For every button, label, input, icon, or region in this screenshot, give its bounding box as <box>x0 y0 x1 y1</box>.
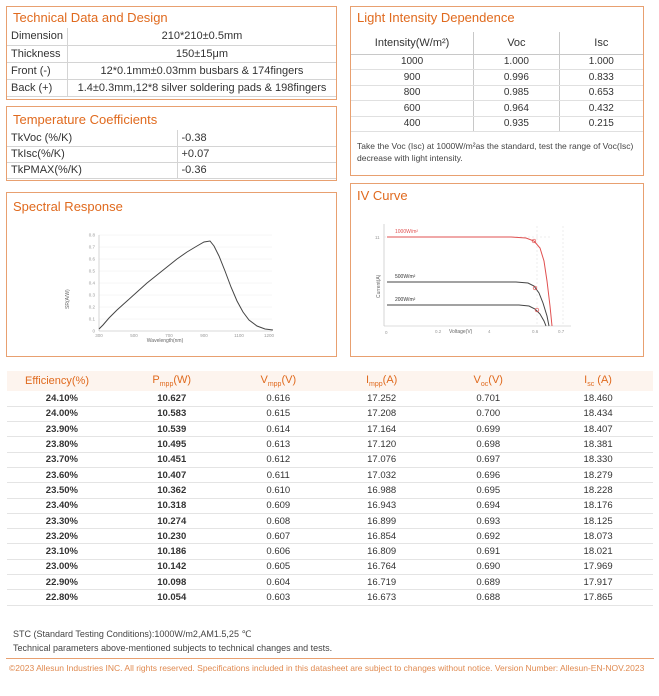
light-cell: 400 <box>351 116 474 132</box>
efficiency-cell: 23.90% <box>7 422 117 437</box>
iv-curve-chart <box>351 206 643 356</box>
efficiency-cell: 0.604 <box>227 575 330 590</box>
temperature-coefficients-table <box>7 130 336 179</box>
efficiency-cell: 23.70% <box>7 452 117 467</box>
efficiency-cell: 18.176 <box>543 498 653 513</box>
efficiency-cell: 18.381 <box>543 437 653 452</box>
light-intensity-note: Take the Voc (Isc) at 1000W/m²as the standard, test the range of Voc(Isc) decrease with light intensity. <box>357 141 634 164</box>
efficiency-cell: 0.612 <box>227 452 330 467</box>
spectral-xtick: 900 <box>200 333 208 338</box>
iv-label-200: 200W/m² <box>395 297 416 303</box>
efficiency-cell: 10.054 <box>117 590 227 605</box>
iv-xtick-4: 0.7 <box>558 329 565 334</box>
light-row <box>351 54 643 70</box>
efficiency-cell: 18.279 <box>543 467 653 482</box>
efficiency-cell: 16.943 <box>330 498 433 513</box>
efficiency-cell: 16.854 <box>330 529 433 544</box>
efficiency-cell: 17.164 <box>330 422 433 437</box>
efficiency-cell: 16.809 <box>330 544 433 559</box>
efficiency-cell: 0.611 <box>227 467 330 482</box>
tech-row-value: 210*210±0.5mm <box>67 28 336 45</box>
efficiency-cell: 0.613 <box>227 437 330 452</box>
isc-header: $I_{sc}$ (A) <box>543 371 653 391</box>
efficiency-cell: 17.076 <box>330 452 433 467</box>
iv-xtick-2: 4 <box>488 329 491 334</box>
efficiency-cell: 18.125 <box>543 513 653 528</box>
efficiency-cell: 16.764 <box>330 559 433 574</box>
efficiency-cell: 10.495 <box>117 437 227 452</box>
efficiency-cell: 10.583 <box>117 406 227 421</box>
efficiency-header: Efficiency(%) <box>7 371 117 391</box>
iv-ylabel: Current(A) <box>376 274 382 298</box>
efficiency-cell: 16.899 <box>330 513 433 528</box>
efficiency-cell: 17.917 <box>543 575 653 590</box>
voc-header: $V_{oc}(V)$ <box>433 371 543 391</box>
iv-xlabel: Voltage(V) <box>449 329 473 335</box>
tech-row-label: Dimension <box>7 28 67 45</box>
spectral-ytick: 0.7 <box>88 244 95 250</box>
light-cell: 0.996 <box>474 70 560 86</box>
efficiency-row <box>7 575 653 590</box>
efficiency-cell: 0.690 <box>433 559 543 574</box>
iv-ytick-11: 11 <box>375 235 380 240</box>
iv-label-500: 500W/m² <box>395 274 416 280</box>
spectral-ytick: 0.1 <box>88 316 95 322</box>
light-cell: 0.653 <box>559 85 643 101</box>
efficiency-cell: 18.021 <box>543 544 653 559</box>
efficiency-cell: 0.616 <box>227 391 330 406</box>
efficiency-cell: 17.032 <box>330 467 433 482</box>
efficiency-row <box>7 391 653 406</box>
light-cell: 0.985 <box>474 85 560 101</box>
footer-copyright: ©2023 Allesun Industries INC. All rights reserved. Specifications included in this datasheet are subject to changes without notice. Version Number: Allesun-EN-NOV.2023 <box>9 663 645 673</box>
iv-curve-500 <box>387 282 549 326</box>
efficiency-cell: 0.608 <box>227 513 330 528</box>
efficiency-cell: 23.50% <box>7 483 117 498</box>
efficiency-cell: 0.694 <box>433 498 543 513</box>
efficiency-table <box>7 371 653 606</box>
efficiency-cell: 17.252 <box>330 391 433 406</box>
efficiency-cell: 22.80% <box>7 590 117 605</box>
light-header-intensity: Intensity(W/m²) <box>351 32 474 54</box>
efficiency-cell: 17.865 <box>543 590 653 605</box>
efficiency-cell: 16.719 <box>330 575 433 590</box>
efficiency-cell: 23.20% <box>7 529 117 544</box>
efficiency-cell: 16.988 <box>330 483 433 498</box>
spectral-ytick: 0.6 <box>88 256 95 262</box>
efficiency-cell: 10.142 <box>117 559 227 574</box>
light-row <box>351 70 643 86</box>
efficiency-cell: 10.230 <box>117 529 227 544</box>
efficiency-row <box>7 529 653 544</box>
spectral-response-chart <box>7 221 336 356</box>
tech-row-label: Back (+) <box>7 79 67 96</box>
efficiency-row <box>7 406 653 421</box>
light-cell: 0.935 <box>474 116 560 132</box>
efficiency-cell: 10.407 <box>117 467 227 482</box>
tech-row-label: Front (-) <box>7 62 67 79</box>
spectral-xtick: 1200 <box>263 333 275 338</box>
light-header-voc: Voc <box>474 32 560 54</box>
efficiency-cell: 23.40% <box>7 498 117 513</box>
efficiency-cell: 18.330 <box>543 452 653 467</box>
efficiency-cell: 0.614 <box>227 422 330 437</box>
efficiency-cell: 10.539 <box>117 422 227 437</box>
efficiency-cell: 0.609 <box>227 498 330 513</box>
efficiency-cell: 0.697 <box>433 452 543 467</box>
temp-row-value: +0.07 <box>177 146 336 162</box>
efficiency-cell: 10.274 <box>117 513 227 528</box>
light-cell: 1.000 <box>559 54 643 70</box>
temp-row-value: -0.36 <box>177 162 336 178</box>
spectral-ytick: 0 <box>92 328 95 334</box>
efficiency-row <box>7 483 653 498</box>
temp-row <box>7 130 336 146</box>
light-row <box>351 101 643 117</box>
efficiency-cell: 0.695 <box>433 483 543 498</box>
footer-divider <box>6 658 654 659</box>
iv-curve-title: IV Curve <box>357 188 408 203</box>
impp-header: $I_{mpp}(A)$ <box>330 371 433 391</box>
efficiency-cell: 10.098 <box>117 575 227 590</box>
temp-row-value: -0.38 <box>177 130 336 146</box>
spectral-xtick: 500 <box>130 333 138 338</box>
light-cell: 0.833 <box>559 70 643 86</box>
efficiency-cell: 10.362 <box>117 483 227 498</box>
disclaimer-note: Technical parameters above-mentioned subjects to technical changes and tests. <box>13 643 333 653</box>
temp-row <box>7 146 336 162</box>
efficiency-cell: 10.186 <box>117 544 227 559</box>
light-cell: 900 <box>351 70 474 86</box>
efficiency-cell: 24.00% <box>7 406 117 421</box>
efficiency-cell: 18.228 <box>543 483 653 498</box>
spectral-response-title: Spectral Response <box>13 199 123 214</box>
efficiency-cell: 0.606 <box>227 544 330 559</box>
temp-row-label: TkPMAX(%/K) <box>7 162 177 178</box>
efficiency-row <box>7 544 653 559</box>
efficiency-cell: 16.673 <box>330 590 433 605</box>
light-intensity-title: Light Intensity Dependence <box>357 10 515 25</box>
efficiency-cell: 0.605 <box>227 559 330 574</box>
light-cell: 0.215 <box>559 116 643 132</box>
efficiency-cell: 0.689 <box>433 575 543 590</box>
tech-row <box>7 45 336 62</box>
efficiency-cell: 23.10% <box>7 544 117 559</box>
efficiency-cell: 23.80% <box>7 437 117 452</box>
efficiency-cell: 23.60% <box>7 467 117 482</box>
efficiency-cell: 23.00% <box>7 559 117 574</box>
light-intensity-table <box>351 32 643 132</box>
technical-data-panel <box>6 6 337 100</box>
vmpp-header: $V_{mpp}(V)$ <box>227 371 330 391</box>
efficiency-cell: 0.692 <box>433 529 543 544</box>
efficiency-cell: 0.696 <box>433 467 543 482</box>
efficiency-cell: 0.610 <box>227 483 330 498</box>
efficiency-row <box>7 590 653 605</box>
tech-row-value: 150±15μm <box>67 45 336 62</box>
tech-row-value: 1.4±0.3mm,12*8 silver soldering pads & 198fingers <box>67 79 336 96</box>
efficiency-cell: 0.615 <box>227 406 330 421</box>
efficiency-cell: 0.691 <box>433 544 543 559</box>
spectral-ylabel: SR(A/W) <box>65 289 71 309</box>
spectral-ytick: 0.4 <box>88 280 95 286</box>
efficiency-cell: 18.460 <box>543 391 653 406</box>
temperature-coefficients-panel <box>6 106 337 181</box>
iv-label-1000: 1000W/m² <box>395 229 419 235</box>
efficiency-row <box>7 559 653 574</box>
iv-curve-panel <box>350 183 644 357</box>
iv-curve-200 <box>387 305 546 326</box>
light-cell: 800 <box>351 85 474 101</box>
spectral-ytick: 0.2 <box>88 304 95 310</box>
spectral-ytick: 0.8 <box>88 232 95 238</box>
technical-data-table <box>7 28 336 97</box>
tech-row <box>7 62 336 79</box>
stc-note: STC (Standard Testing Conditions):1000W/m2,AM1.5,25 ℃ <box>13 629 252 639</box>
iv-xtick-0: 0 <box>385 330 388 335</box>
tech-row-label: Thickness <box>7 45 67 62</box>
efficiency-row <box>7 513 653 528</box>
tech-row-value: 12*0.1mm±0.03mm busbars & 174fingers <box>67 62 336 79</box>
light-cell: 1000 <box>351 54 474 70</box>
efficiency-cell: 24.10% <box>7 391 117 406</box>
efficiency-cell: 23.30% <box>7 513 117 528</box>
efficiency-cell: 10.627 <box>117 391 227 406</box>
spectral-response-panel <box>6 192 337 357</box>
efficiency-cell: 0.700 <box>433 406 543 421</box>
efficiency-cell: 0.603 <box>227 590 330 605</box>
efficiency-cell: 10.451 <box>117 452 227 467</box>
tech-row <box>7 28 336 45</box>
spectral-ytick: 0.5 <box>88 268 95 274</box>
pmpp-header: $P_{mpp}(W)$ <box>117 371 227 391</box>
light-header-isc: Isc <box>559 32 643 54</box>
light-cell: 1.000 <box>474 54 560 70</box>
iv-xtick-1: 0.2 <box>435 329 442 334</box>
light-cell: 0.432 <box>559 101 643 117</box>
efficiency-row <box>7 452 653 467</box>
efficiency-cell: 0.699 <box>433 422 543 437</box>
iv-xtick-3: 0.6 <box>532 329 539 334</box>
efficiency-row <box>7 498 653 513</box>
efficiency-cell: 18.073 <box>543 529 653 544</box>
spectral-curve <box>99 241 273 330</box>
spectral-ytick: 0.3 <box>88 292 95 298</box>
efficiency-cell: 17.120 <box>330 437 433 452</box>
light-row <box>351 85 643 101</box>
temperature-coefficients-title: Temperature Coefficients <box>13 112 158 127</box>
efficiency-cell: 18.434 <box>543 406 653 421</box>
temp-row <box>7 162 336 178</box>
light-cell: 600 <box>351 101 474 117</box>
spectral-xtick: 700 <box>165 333 173 338</box>
efficiency-cell: 0.688 <box>433 590 543 605</box>
light-cell: 0.964 <box>474 101 560 117</box>
efficiency-row <box>7 422 653 437</box>
efficiency-cell: 18.407 <box>543 422 653 437</box>
efficiency-row <box>7 467 653 482</box>
light-row <box>351 116 643 132</box>
efficiency-cell: 0.698 <box>433 437 543 452</box>
efficiency-cell: 0.701 <box>433 391 543 406</box>
efficiency-cell: 17.208 <box>330 406 433 421</box>
light-intensity-panel <box>350 6 644 176</box>
temp-row-label: TkIsc(%/K) <box>7 146 177 162</box>
spectral-xtick: 300 <box>95 333 103 338</box>
spectral-xlabel: Wavelength(nm) <box>146 338 184 344</box>
efficiency-cell: 10.318 <box>117 498 227 513</box>
technical-data-title: Technical Data and Design <box>13 10 168 25</box>
efficiency-cell: 0.693 <box>433 513 543 528</box>
temp-row-label: TkVoc (%/K) <box>7 130 177 146</box>
efficiency-cell: 17.969 <box>543 559 653 574</box>
efficiency-row <box>7 437 653 452</box>
efficiency-cell: 22.90% <box>7 575 117 590</box>
efficiency-cell: 0.607 <box>227 529 330 544</box>
spectral-xtick: 1100 <box>234 333 244 338</box>
tech-row <box>7 79 336 96</box>
